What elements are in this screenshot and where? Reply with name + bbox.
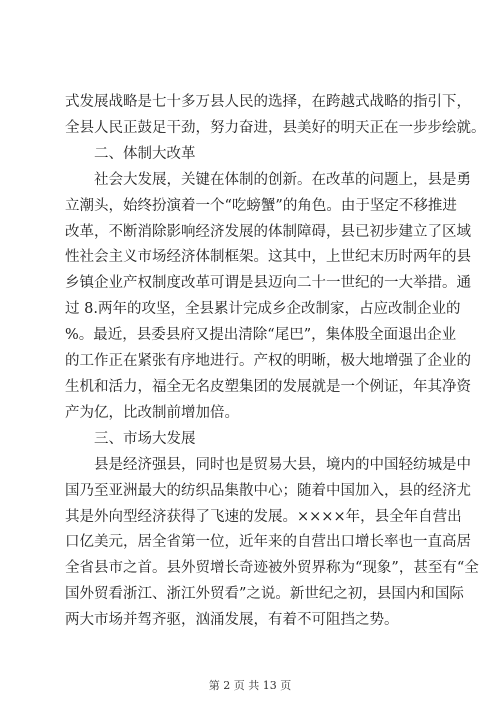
text-line: 改革，不断消除影响经济发展的体制障碍，县已初步建立了区域 (65, 223, 471, 240)
section-heading-3: 三、市场大发展 (94, 430, 196, 447)
paragraph-3 (65, 453, 479, 634)
text-line: 产为亿，比改制前增加倍。 (65, 404, 239, 421)
text-line: 过 8.两年的攻坚，全县累计完成乡企改制家，占应改制企业的 (65, 301, 461, 318)
text-line: 国乃至亚洲最大的纺织品集散中心；随着中国加入，县的经济尤 (65, 482, 471, 499)
text-line: 社会大发展，关键在体制的创新。在改革的问题上，县是勇 (94, 171, 471, 188)
text-line: 乡镇企业产权制度改革可谓是县迈向二十一世纪的一大举措。通 (65, 275, 471, 292)
page-number-footer: 第 2 页 共 13 页 (208, 679, 292, 692)
text-line: 式发展战略是七十多万县人民的选择，在跨越式战略的指引下， (65, 94, 471, 110)
text-line: 口亿美元，居全省第一位，近年来的自营出口增长率也一直高居 (65, 534, 471, 551)
text-line: %。最近，县委县府又提出清除“尾巴”，集体股全面退出企业 (65, 327, 457, 344)
section-heading-2: 二、体制大改革 (94, 145, 196, 162)
text-line: 县是经济强县，同时也是贸易大县，境内的中国轻纺城是中 (94, 456, 471, 473)
text-line: 两大市场并驾齐驱，汹涌发展，有着不可阻挡之势。 (65, 612, 399, 629)
text-line: 的工作正在紧张有序地进行。产权的明晰，极大地增强了企业的 (65, 353, 471, 370)
text-line: 性社会主义市场经济体制框架。这其中，上世纪末历时两年的县 (65, 249, 471, 266)
paragraph-2 (65, 168, 471, 427)
text-line: 其是外向型经济获得了飞速的发展。××××年，县全年自营出 (65, 508, 462, 525)
paragraph-1 (65, 90, 486, 142)
text-line: 全县人民正鼓足干劲，努力奋进，县美好的明天正在一步步绘就。 (65, 119, 486, 136)
text-line: 全省县市之首。县外贸增长奇迹被外贸界称为“现象”，甚至有“全 (65, 560, 479, 577)
document-body (65, 90, 486, 634)
text-line: 国外贸看浙江、浙江外贸看”之说。新世纪之初，县国内和国际 (65, 586, 464, 603)
text-line: 立潮头，始终扮演着一个“吃螃蟹”的角色。由于坚定不移推进 (65, 197, 457, 214)
text-line: 生机和活力，福全无名皮塑集团的发展就是一个例证，年其净资 (65, 378, 471, 395)
